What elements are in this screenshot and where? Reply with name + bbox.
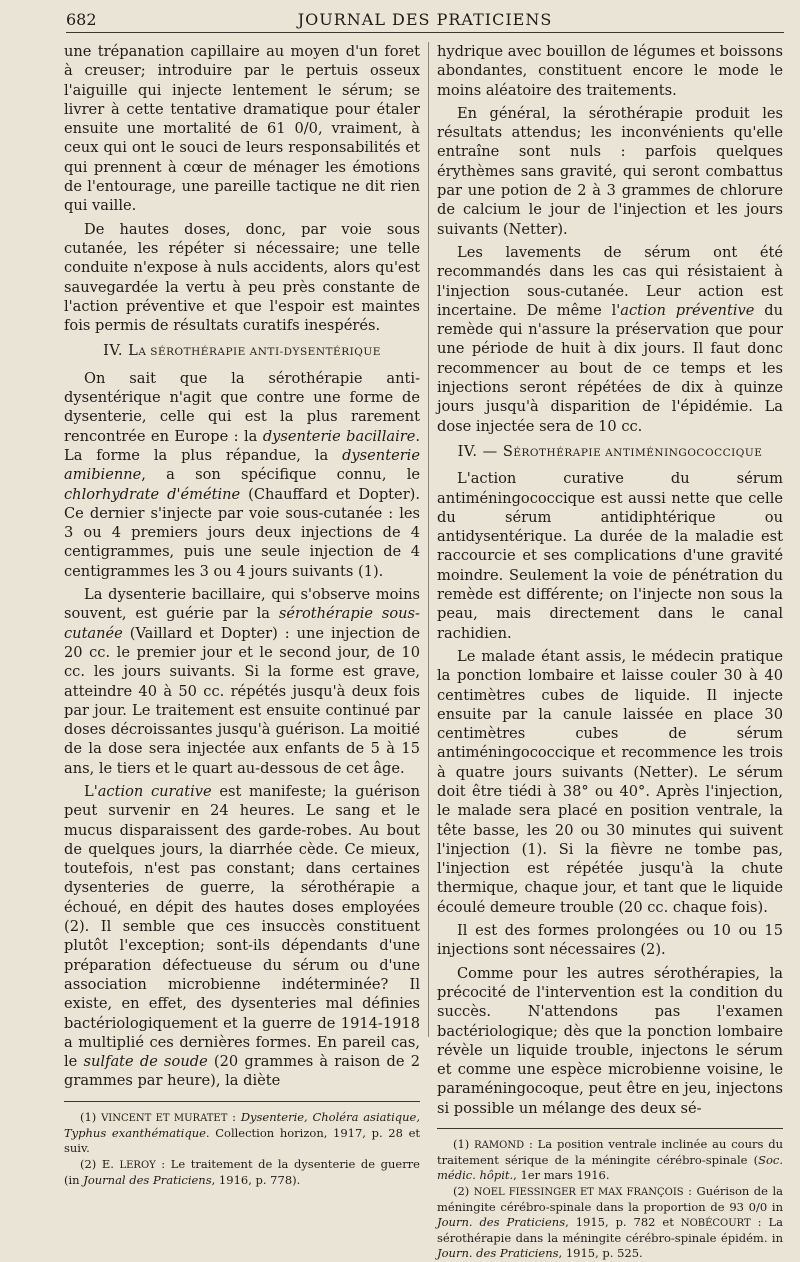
paragraph: Le malade étant assis, le médecin pratique la ponction lombaire et laisse couler 30 à 40 centimètres cubes de liquide. Il injecte ensuite par la canule laissée en place 30 centimètres cubes de sérum antiméningococcique et recommence les trois à quatre jours suivants (Netter). Le sérum doit être tiédi à 38° ou 40°. Après l'injection, le malade sera placé en position ventrale, la tête basse, les 20 ou 30 minutes qui suivent l'injection (1). Si la fièvre ne tombe pas, l'injection est répétée jusqu'à la chute thermique, chaque jour, et tant que le liquide écoulé demeure trouble (20 cc. chaque fois). (437, 647, 783, 916)
text-run: : La position ventrale inclinée au cours du traitement sérique de la méningite cérébro-spinale ( (437, 1137, 783, 1168)
journal-title: JOURNAL DES PRATICIENS (297, 10, 553, 29)
page-header (66, 10, 784, 33)
footnote-title: Journ. des Praticiens (437, 1246, 559, 1261)
text-run: , a son spécifique connu, le (141, 466, 420, 484)
footnotes (437, 1128, 783, 1261)
paragraph (437, 243, 783, 436)
text-run: . La forme la plus répandue, la (64, 427, 421, 464)
paragraph: une trépanation capillaire au moyen d'un foret à creuser; introduire par le pertuis osseux l'aiguille qui injecte lentement le sérum; se livrer à cette tentative dramatique pour étaler ensuite une mortalité de 61 0/0, vraiment, à ceux qui ont le souci de leurs responsabilités et qui prennent à cœur de ménager les émotions de l'entourage, une pareille tactique ne dit rien qui vaille. (64, 43, 420, 215)
italic-term: sulfate de soude (83, 1053, 208, 1071)
footnote-title: Journ. des Praticiens (437, 1215, 566, 1230)
text-run: : Le traitement de la dysenterie de guerre (in (64, 1156, 420, 1187)
italic-term: dysenterie amibienne (64, 446, 420, 484)
text-run: du remède qui n'assure la préservation que pour une période de huit à dix jours. Il faut donc recommencer au bout de ce temps et les injections seront répétées de dix à quinze jours jusqu'à disparition de l'épidémie. La dose injectée sera de 10 cc. (437, 301, 783, 435)
text-run: (Vaillard et Dopter) : une injection de 20 cc. le premier jour et le second jour, de 10 cc. les jours suivants. Si la forme est grave, atteindre 40 à 50 cc. répétés jusqu'à deux fois par jour. Le traitement est ensuite continué par doses décroissantes jusqu'à guérison. La moitié de la dose sera injectée aux enfants de 5 à 15 ans, le tiers et le quart au-dessous de cet âge. (64, 624, 420, 777)
paragraph (64, 782, 420, 1091)
italic-term: chlorhydrate d'émétine (64, 485, 241, 503)
footnote-author: RAMOND (474, 1140, 525, 1152)
paragraph: L'action curative du sérum antiméningococcique est aussi nette que celle du sérum antidiphtérique ou antidysentérique. La durée de la maladie est raccourcie et ses complications d'une gravité moindre. Seulement la voie de pénétration du remède est différente; on l'injecte non sous la peau, mais directement dans le canal rachidien. (437, 470, 783, 642)
section-heading-title: ÉROTHÉRAPIE ANTIMÉNINGOCOCCIQUE (513, 446, 763, 459)
text-run: L' (84, 782, 98, 800)
footnote-title: Journal des Praticiens (83, 1172, 212, 1187)
right-column (437, 42, 783, 1262)
italic-term: dysenterie bacillaire (262, 427, 416, 445)
paragraph: Comme pour les autres sérothérapies, la précocité de l'intervention est la condition du succès. N'attendons pas l'examen bactériologique; dès que la ponction lombaire révèle un liquide trouble, injectons le sérum et comme une espèce microbienne voisine, le paraméningocoque, peut être en jeu, injectons si possible un mélange des deux sé- (437, 964, 783, 1117)
text-run: , 1915, p. 525. (558, 1246, 643, 1261)
section-heading-title: A SÉROTHÉRAPIE ANTI-DYSENTÉRIQUE (138, 346, 381, 359)
column-divider (428, 42, 429, 1037)
footnote-title: Soc. médic. hôpit. (437, 1153, 783, 1183)
italic-term: action curative (97, 782, 212, 800)
text-run: , 1er mars 1916. (513, 1168, 610, 1183)
footnote-author: LEROY (119, 1159, 156, 1171)
footnote-number: (2) (453, 1184, 474, 1199)
footnote-title: Dysenterie, Choléra asiatique, Typhus exanthématique (64, 1109, 421, 1140)
text-run: On sait que la sérothérapie anti-dysentérique n'agit que contre une forme de dysenterie, celle qui est la plus rarement rencontrée en Europe : la (64, 369, 420, 445)
footnote-author: NOEL FIESSINGER ET MAX FRANÇOIS (473, 1187, 684, 1199)
italic-term: sérothérapie sous-cutanée (64, 605, 420, 642)
footnote (64, 1157, 420, 1188)
footnote-author: VINCENT ET MURATET (101, 1112, 228, 1124)
footnotes (64, 1101, 420, 1188)
text-run: Les lavements de sérum ont été recommandés dans les cas qui résistaient à l'injection sous-cutanée. Leur action est incertaine. De même l' (437, 243, 783, 319)
text-run: La dysenterie bacillaire, qui s'observe moins souvent, est guérie par la (64, 586, 420, 623)
paragraph: De hautes doses, donc, par voie sous cutanée, les répéter si nécessaire; une telle conduite n'expose à nuls accidents, alors qu'est sauvegardée la vertu à peu près constante de l'action préventive et que l'espoir est maintes fois permis de résultats curatifs inespérés. (64, 220, 420, 335)
paragraph: hydrique avec bouillon de légumes et boissons abondantes, constituent encore le mode le moins aléatoire des traitements. (437, 43, 783, 99)
paragraph (64, 585, 420, 778)
text-run: . Collection horizon, 1917, p. 28 et suiv. (64, 1125, 421, 1155)
text-run: (Chauffard et Dopter). Ce dernier s'injecte par voie sous-cutanée : les 3 ou 4 premiers jours deux injections de 4 centigrammes, puis une seule injection de 4 centigrammes les 3 ou 4 jours suivants (1). (64, 485, 420, 580)
section-heading-number: IV. L (103, 342, 139, 360)
footnote-number: (1) (453, 1137, 475, 1152)
text-run: est manifeste; la guérison peut survenir en 24 heures. Le sang et le mucus disparaissent des garde-robes. Au bout de quelques jours, la diarrhée cède. Ce mieux, toutefois, n'est pas constant; dans certaines dysenteries de guerre, la sérothérapie a échoué, en dépit des hautes doses employées (2). Il semble que ces insuccès constituent plutôt l'exception; sont-ils dépendants d'une préparation défectueuse du sérum ou d'une association microbienne indéterminée? Il existe, en effet, des dysenteries mal définies bactériologiquement et la guerre de 1914-1918 a multiplié ces dernières formes. En pareil cas, le (64, 782, 420, 1071)
section-heading (437, 442, 783, 463)
paragraph: Il est des formes prolongées ou 10 ou 15 injections sont nécessaires (2). (437, 922, 783, 959)
footnote-number: (1) (80, 1109, 102, 1124)
section-heading-number: IV. — S (457, 442, 514, 460)
text-run: , 1916, p. 778). (211, 1172, 301, 1187)
footnote (437, 1184, 783, 1261)
section-heading (64, 341, 420, 362)
left-column (64, 42, 420, 1189)
text-run: (20 grammes à raison de 2 grammes par heure), la diète (64, 1053, 420, 1090)
page-number: 682 (66, 10, 97, 29)
text-run: : (227, 1109, 241, 1124)
italic-term: action préventive (620, 301, 755, 319)
paragraph (64, 369, 420, 581)
footnote (64, 1110, 420, 1156)
footnote-number: (2) E. (80, 1156, 120, 1171)
paragraph: En général, la sérothérapie produit les résultats attendus; les inconvénients qu'elle entraîne sont nuls : parfois quelques érythèmes sans gravité, qui seront combattus par une potion de 2 à 3 grammes de chlorure de calcium le jour de l'injection et les jours suivants (Netter). (437, 104, 783, 238)
text-run: , 1915, p. 782 et (565, 1215, 681, 1230)
footnote (437, 1137, 783, 1183)
footnote-author: NOBÉCOURT (680, 1218, 751, 1230)
text-run: : Guérison de la méningite cérébro-spinale dans la proportion de 93 0/0 in (437, 1184, 783, 1215)
text-run: : La sérothérapie dans la méningite cérébro-spinale épidém. in (437, 1215, 783, 1246)
